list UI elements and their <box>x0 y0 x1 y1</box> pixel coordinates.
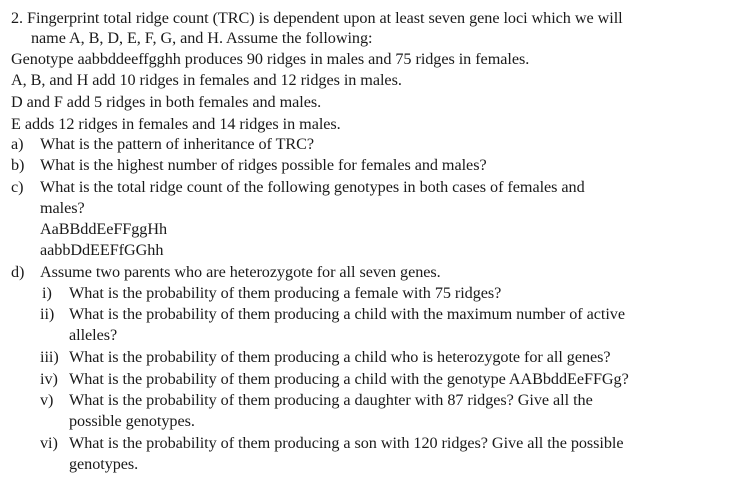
subpart-ii-marker: ii) <box>40 305 55 323</box>
question-intro-line-1: Fingerprint total ridge count (TRC) is dependent upon at least seven gene loci which we will <box>27 9 623 27</box>
question-intro-line-2: name A, B, D, E, F, G, and H. Assume the following: <box>31 29 373 47</box>
part-c-text-line-1: What is the total ridge count of the following genotypes in both cases of females and <box>40 178 585 196</box>
part-b-text: What is the highest number of ridges possible for females and males? <box>40 156 487 174</box>
part-a-text: What is the pattern of inheritance of TRC? <box>40 135 315 153</box>
subpart-iii-text: What is the probability of them producing a child who is heterozygote for all genes? <box>69 348 611 366</box>
genotype-1: AaBBddEeFFggHh <box>40 220 168 238</box>
fact-abh: A, B, and H add 10 ridges in females and 12 ridges in males. <box>11 71 402 89</box>
subpart-iii-marker: iii) <box>40 348 59 366</box>
part-c-marker: c) <box>11 178 24 196</box>
part-d-text: Assume two parents who are heterozygote for all seven genes. <box>40 263 441 281</box>
question-number: 2. <box>11 9 24 27</box>
subpart-vi-text-line-1: What is the probability of them producing a son with 120 ridges? Give all the possible <box>69 434 624 452</box>
fact-e: E adds 12 ridges in females and 14 ridges in males. <box>11 115 341 133</box>
subpart-i-text: What is the probability of them producing a female with 75 ridges? <box>69 284 502 302</box>
part-d-marker: d) <box>11 263 25 281</box>
subpart-v-marker: v) <box>40 391 54 409</box>
part-a-marker: a) <box>11 135 24 153</box>
subpart-vi-marker: vi) <box>40 434 58 452</box>
question-line-1 <box>11 8 623 28</box>
subpart-ii-text-line-1: What is the probability of them producing a child with the maximum number of active <box>69 305 625 323</box>
genotype-2: aabbDdEEFfGGhh <box>40 241 164 259</box>
fact-df: D and F add 5 ridges in both females and males. <box>11 93 322 111</box>
subpart-vi-text-line-2: genotypes. <box>69 455 139 473</box>
part-b-marker: b) <box>11 156 25 174</box>
subpart-v-text-line-1: What is the probability of them producing a daughter with 87 ridges? Give all the <box>69 391 593 409</box>
part-c-text-line-2: males? <box>40 199 85 217</box>
subpart-ii-text-line-2: alleles? <box>69 326 118 344</box>
subpart-v-text-line-2: possible genotypes. <box>69 412 195 430</box>
subpart-i-marker: i) <box>42 284 52 302</box>
fact-baseline: Genotype aabbddeeffgghh produces 90 ridges in males and 75 ridges in females. <box>11 50 530 68</box>
subpart-iv-text: What is the probability of them producing a child with the genotype AABbddEeFFGg? <box>69 370 629 388</box>
subpart-iv-marker: iv) <box>40 370 58 388</box>
